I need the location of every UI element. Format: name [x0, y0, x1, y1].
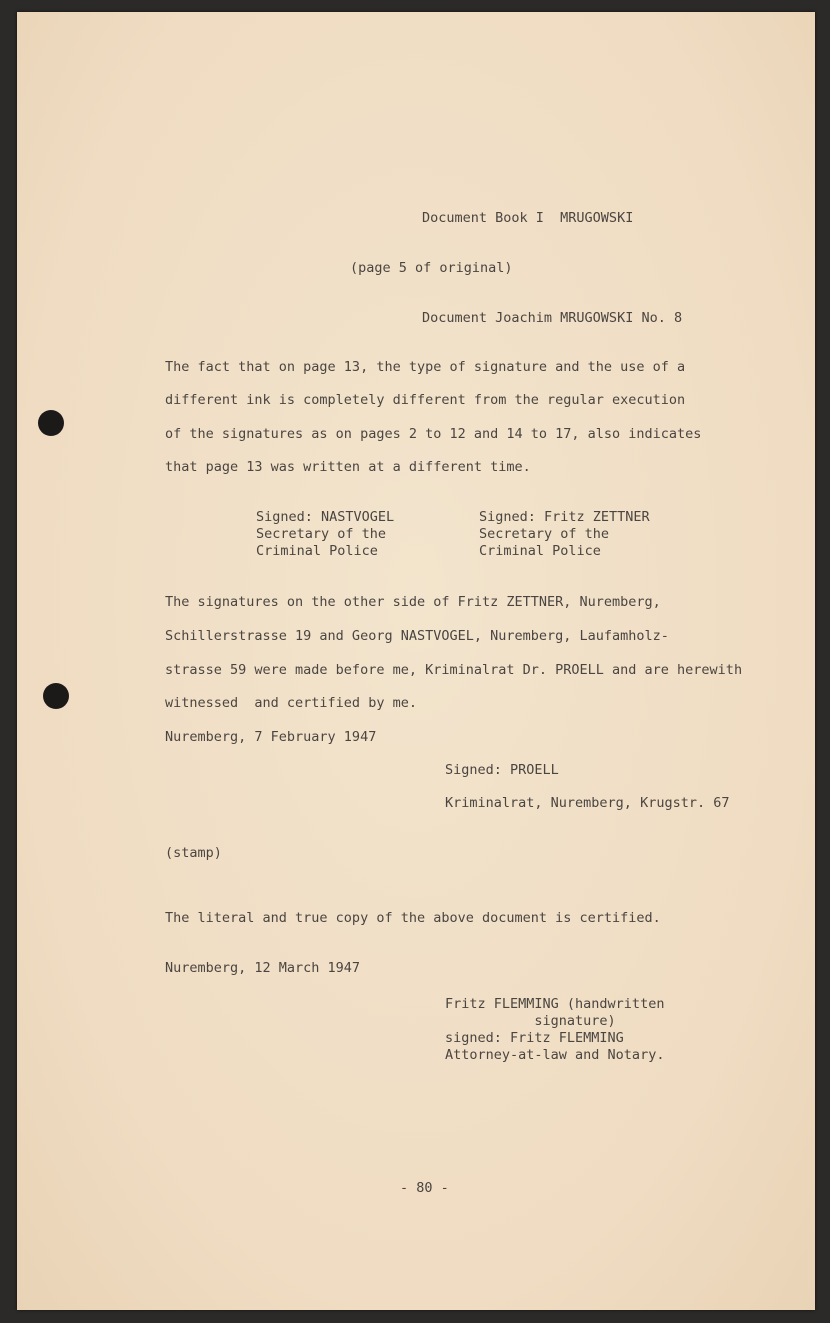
signature-left-line: Criminal Police: [256, 543, 378, 559]
paragraph2-line: witnessed and certified by me.: [165, 695, 417, 711]
stamp-note: (stamp): [165, 845, 222, 861]
paragraph1-line: of the signatures as on pages 2 to 12 and 14 to 17, also indicates: [165, 426, 702, 442]
paragraph1-line: The fact that on page 13, the type of signature and the use of a: [165, 359, 686, 375]
notary-line: signature): [445, 1013, 616, 1029]
paragraph2-line: The signatures on the other side of Fritz ZETTNER, Nuremberg,: [165, 594, 661, 610]
place-date-second: Nuremberg, 12 March 1947: [165, 960, 361, 976]
proell-signed: Signed: PROELL: [445, 762, 559, 778]
paragraph2-line: Schillerstrasse 19 and Georg NASTVOGEL, Nuremberg, Laufamholz-: [165, 628, 669, 644]
place-date-first: Nuremberg, 7 February 1947: [165, 729, 377, 745]
paragraph2-line: strasse 59 were made before me, Kriminalrat Dr. PROELL and are herewith: [165, 662, 743, 678]
notary-line: Fritz FLEMMING (handwritten: [445, 996, 665, 1012]
page-number: - 80 -: [400, 1180, 449, 1196]
punch-hole-bottom: [43, 683, 69, 709]
proell-title: Kriminalrat, Nuremberg, Krugstr. 67: [445, 795, 730, 811]
paragraph1-line: different ink is completely different from the regular execution: [165, 392, 686, 408]
notary-line: signed: Fritz FLEMMING: [445, 1030, 624, 1046]
signature-right-line: Criminal Police: [479, 543, 601, 559]
document-number: Document Joachim MRUGOWSKI No. 8: [422, 310, 683, 326]
signature-left-line: Signed: NASTVOGEL: [256, 509, 395, 525]
paragraph1-line: that page 13 was written at a different time.: [165, 459, 531, 475]
signature-left-line: Secretary of the: [256, 526, 387, 542]
notary-line: Attorney-at-law and Notary.: [445, 1047, 665, 1063]
document-book-title: Document Book I MRUGOWSKI: [422, 210, 634, 226]
signature-right-line: Signed: Fritz ZETTNER: [479, 509, 650, 525]
punch-hole-top: [38, 410, 64, 436]
signature-right-line: Secretary of the: [479, 526, 610, 542]
document-page: [17, 12, 815, 1310]
certification-statement: The literal and true copy of the above document is certified.: [165, 910, 661, 926]
page-of-original: (page 5 of original): [350, 260, 513, 276]
